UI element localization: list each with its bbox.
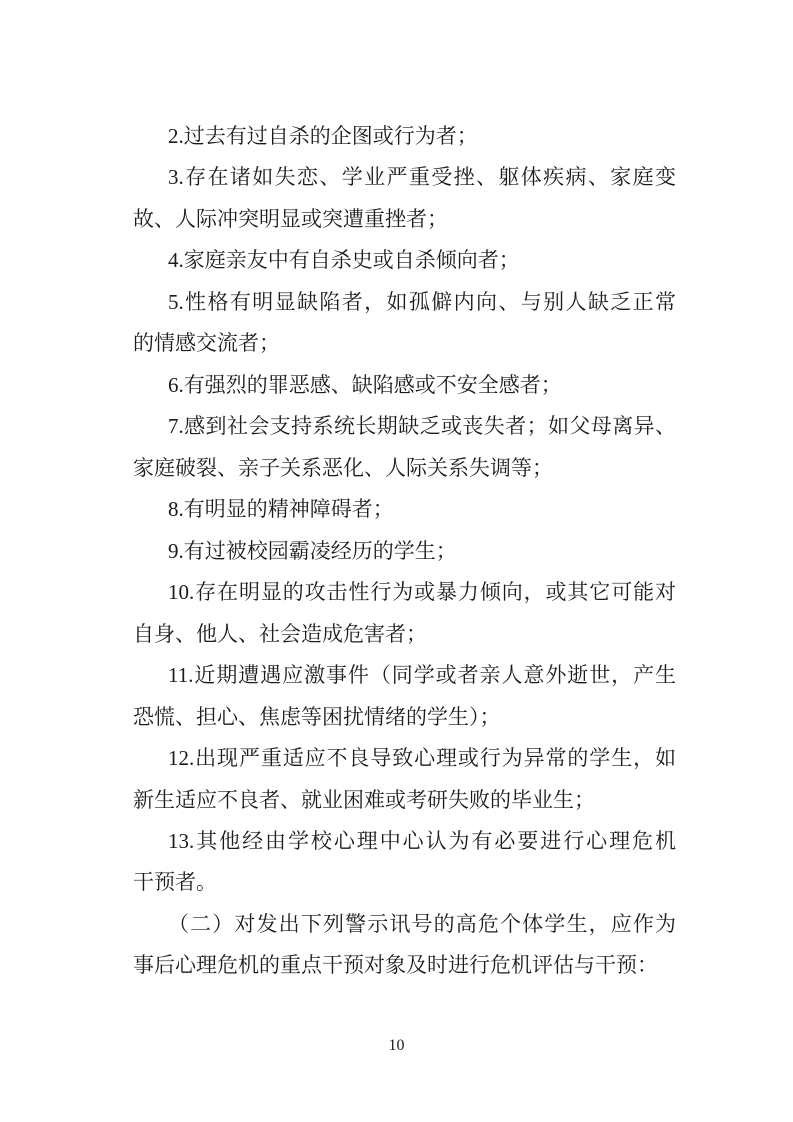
list-item-4 (133, 240, 676, 281)
text-line: 的情感交流者； (133, 331, 280, 356)
list-item-12 (133, 738, 676, 821)
text-line: 5.性格有明显缺陷者，如孤僻内向、与别人缺乏正常 (168, 289, 676, 314)
text-line: （二）对发出下列警示讯号的高危个体学生，应作为 (168, 911, 676, 936)
text-line: 干预者。 (133, 870, 217, 895)
text-line: 11.近期遭遇应激事件（同学或者亲人意外逝世，产生 (168, 663, 676, 688)
list-item-11 (133, 655, 676, 738)
text-line: 自身、他人、社会造成危害者； (133, 621, 427, 646)
list-item-5 (133, 282, 676, 365)
document-body (133, 116, 676, 987)
list-item-7 (133, 406, 676, 489)
list-item-2 (133, 116, 676, 157)
text-line: 12.出现严重适应不良导致心理或行为异常的学生，如 (168, 746, 676, 771)
list-item-13 (133, 821, 676, 904)
text-line: 事后心理危机的重点干预对象及时进行危机评估与干预： (133, 953, 658, 978)
text-line: 故、人际冲突明显或突遭重挫者； (133, 206, 448, 231)
text-line: 4.家庭亲友中有自杀史或自杀倾向者； (168, 248, 520, 273)
list-item-3 (133, 157, 676, 240)
list-item-10 (133, 572, 676, 655)
text-line: 新生适应不良者、就业困难或考研失败的毕业生； (133, 787, 595, 812)
page-number: 10 (388, 1037, 405, 1054)
text-line: 恐慌、担心、焦虑等困扰情绪的学生）； (133, 704, 501, 729)
text-line: 家庭破裂、亲子关系恶化、人际关系失调等； (133, 455, 553, 480)
section-heading-2 (133, 904, 676, 987)
list-item-9 (133, 531, 676, 572)
text-line: 9.有过被校园霸凌经历的学生； (168, 538, 457, 563)
text-line: 2.过去有过自杀的企图或行为者； (168, 124, 478, 148)
text-line: 6.有强烈的罪恶感、缺陷感或不安全感者； (168, 372, 562, 397)
text-line: 8.有明显的精神障碍者； (168, 497, 394, 522)
list-item-6 (133, 365, 676, 406)
list-item-8 (133, 489, 676, 530)
text-line: 3.存在诸如失恋、学业严重受挫、躯体疾病、家庭变 (168, 165, 676, 190)
text-line: 7.感到社会支持系统长期缺乏或丧失者；如父母离异、 (168, 414, 676, 439)
text-line: 10.存在明显的攻击性行为或暴力倾向，或其它可能对 (168, 580, 676, 605)
text-line: 13.其他经由学校心理中心认为有必要进行心理危机 (168, 828, 676, 853)
